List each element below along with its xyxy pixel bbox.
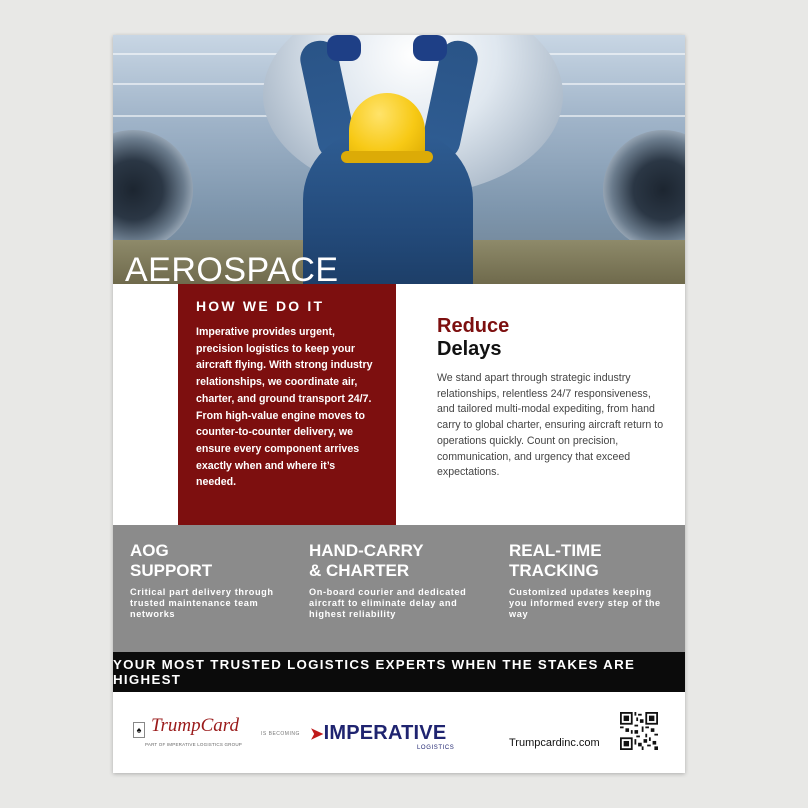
imperative-subtitle: LOGISTICS [417, 745, 455, 751]
aircraft-engine-left [113, 130, 193, 250]
hard-hat-brim [341, 151, 433, 163]
reduce-heading: Reduce [437, 315, 510, 337]
feature-title [309, 541, 481, 581]
reduce-delays-section [437, 315, 667, 481]
feature-title-line: SUPPORT [130, 561, 213, 580]
worker-glove-right [413, 35, 447, 61]
trumpcard-logo: TrumpCard [151, 715, 239, 736]
imperative-arrow-icon: ➤ [310, 726, 324, 743]
is-becoming-label: IS BECOMING [261, 731, 300, 737]
feature-title-line: REAL-TIME [509, 541, 602, 560]
imperative-logo-text: IMPERATIVE [323, 722, 447, 744]
hero-title: AEROSPACE [125, 251, 339, 284]
flyer-page [113, 35, 685, 773]
feature-body: On-board courier and dedicated aircraft to eliminate delay and highest reliability [309, 587, 467, 619]
playing-card-icon: ♠ [133, 722, 145, 738]
feature-title-line: HAND-CARRY [309, 541, 424, 560]
feature-title [130, 541, 280, 581]
aircraft-engine-right [603, 130, 685, 250]
feature-aog-support [130, 541, 280, 620]
worker-glove-left [327, 35, 361, 61]
delays-heading: Delays [437, 338, 502, 360]
feature-title-line: TRACKING [509, 561, 599, 580]
how-we-do-it-body: Imperative provides urgent, precision logistics to keep your aircraft flying. With strong industry relationships, we coordinate air, charter, and ground transport 24/7. From high-value engine moves to counter-to-counter delivery, we ensure every component arrives exactly when and where it’s needed. [196, 326, 373, 489]
feature-body: Critical part delivery through trusted maintenance team networks [130, 587, 274, 619]
feature-title [509, 541, 669, 581]
imperative-logo [310, 722, 446, 746]
reduce-delays-body: We stand apart through strategic industry relationships, relentless 24/7 responsiveness, and tailored multi-modal expediting, from hand carry to global charter, ensuring aircraft return to operations quickly. Count on precision, communication, and urgency that exceed expectations. [437, 372, 664, 479]
footer [113, 692, 685, 773]
feature-real-time-tracking [509, 541, 669, 620]
feature-body: Customized updates keeping you informed every step of the way [509, 587, 661, 619]
website-link[interactable]: Trumpcardinc.com [509, 737, 600, 749]
how-we-do-it-title: HOW WE DO IT [196, 298, 325, 314]
tagline-banner: YOUR MOST TRUSTED LOGISTICS EXPERTS WHEN THE STAKES ARE HIGHEST [113, 652, 685, 692]
features-band [113, 525, 685, 652]
how-we-do-it-panel [178, 284, 396, 525]
hero-photo [113, 35, 685, 284]
qr-code-icon[interactable] [620, 712, 658, 750]
trumpcard-subtitle: PART OF IMPERATIVE LOGISTICS GROUP [145, 742, 242, 747]
feature-title-line: & CHARTER [309, 561, 410, 580]
feature-title-line: AOG [130, 541, 169, 560]
feature-hand-carry-charter [309, 541, 481, 620]
